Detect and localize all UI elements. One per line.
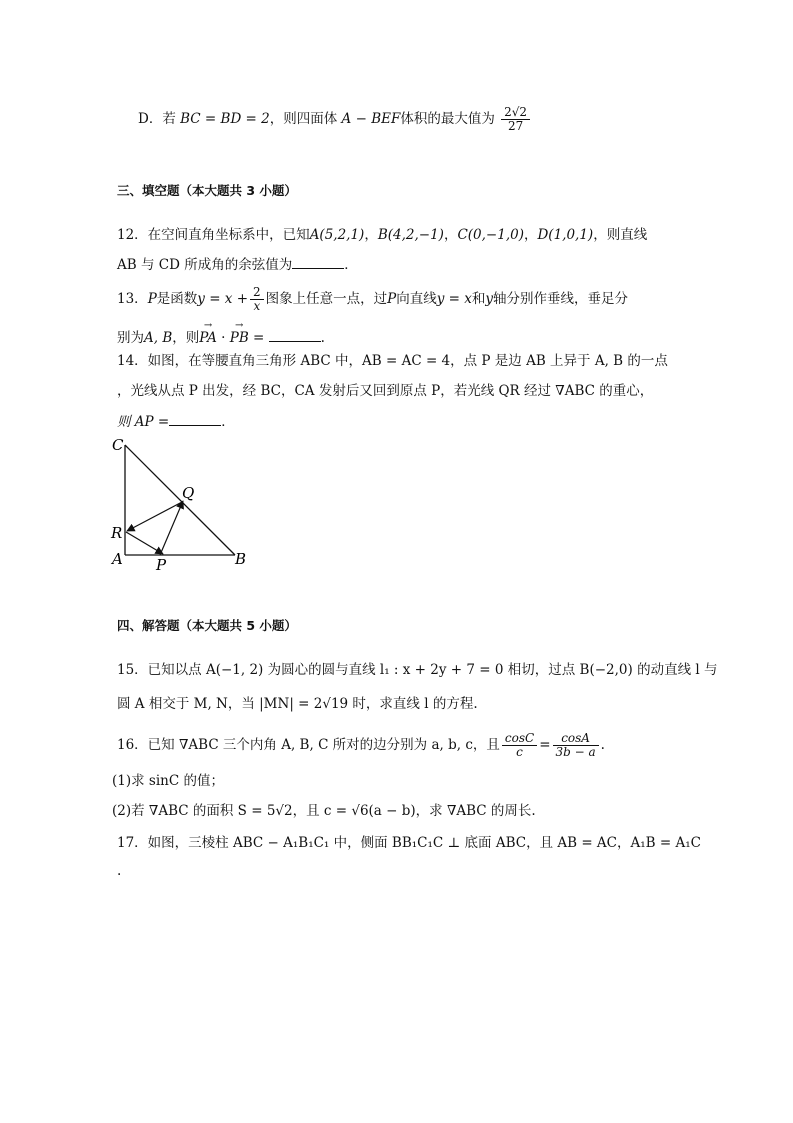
question-15-line-1: 15．已知以点 A(−1, 2) 为圆心的圆与直线 l₁ : x + 2y + 7 = 0 相切，过点 B(−2,0) 的动直线 l 与 — [117, 662, 718, 678]
triangle-figure — [108, 432, 268, 572]
question-13-line-2: 别为A, B，则→ PA · → PB = . — [117, 327, 325, 348]
question-13-line-1: 13．P是函数y = x + $\frac{2}{x}$ 图象上任意一点，过P向直线y = x和y轴分别作垂线，垂足分 — [117, 285, 629, 313]
question-16-part-1: (1)求 sinC 的值； — [112, 773, 224, 789]
question-14-line-3: 则 AP = ． — [117, 411, 235, 432]
section-3-title: 三、填空题（本大题共 3 小题） — [117, 183, 297, 198]
label-r: R — [111, 524, 123, 542]
answer-blank[interactable] — [269, 327, 321, 342]
question-17-line-2: . — [117, 863, 122, 879]
cos-c-fraction: $\frac{\cos C}{c}$ — [502, 732, 537, 759]
question-15-line-2: 圆 A 相交于 M, N，当 |MN| = 2√19 时，求直线 l 的方程. — [117, 696, 478, 712]
function-fraction: $\frac{2}{x}$ — [250, 286, 264, 313]
max-volume-fraction: $\frac{2√2}{27}$ — [501, 106, 530, 133]
ray-q-to-r — [127, 502, 182, 531]
label-c: C — [112, 436, 124, 454]
label-p: P — [156, 556, 167, 572]
label-a: A — [112, 550, 123, 568]
side-bc — [125, 445, 235, 555]
cos-a-fraction: $\frac{\cos A}{3b - a}$ — [553, 732, 599, 759]
label-b: B — [235, 550, 247, 568]
question-12-line-1: 12．在空间直角坐标系中，已知A(5,2,1)，B(4,2,−1)，C(0,−1,0)，D(1,0,1)，则直线 — [117, 227, 648, 243]
option-d: D．若 BC = BD = 2，则四面体 A − BEF体积的最大值为 $\frac{2√2}{27}$ — [138, 106, 532, 133]
question-14-line-2: ，光线从点 P 出发，经 BC，CA 发射后又回到原点 P，若光线 QR 经过 ∇ABC 的重心， — [117, 383, 654, 399]
section-4-title: 四、解答题（本大题共 5 小题） — [117, 618, 297, 633]
question-17-line-1: 17．如图，三棱柱 ABC − A₁B₁C₁ 中，侧面 BB₁C₁C ⊥ 底面 ABC，且 AB = AC，A₁B = A₁C — [117, 835, 701, 851]
ray-p-to-q — [160, 501, 183, 555]
question-12-line-2: AB 与 CD 所成角的余弦值为 ． — [117, 254, 358, 275]
label-q: Q — [182, 484, 195, 502]
question-16-line-1: 16．已知 ∇ABC 三个内角 A, B, C 所对的边分别为 a, b, c，且 $\frac{\cos C}{c}$ = $\frac{\cos A}{3b - a}$ . — [117, 731, 605, 759]
question-16-part-2: (2)若 ∇ABC 的面积 S = 5√2，且 c = √6(a − b)，求 ∇ABC 的周长. — [112, 803, 536, 819]
answer-blank[interactable] — [292, 254, 344, 269]
question-14-line-1: 14．如图，在等腰直角三角形 ABC 中，AB = AC = 4，点 P 是边 AB 上异于 A, B 的一点 — [117, 353, 668, 369]
ray-r-to-p — [126, 532, 163, 554]
answer-blank[interactable] — [169, 411, 221, 426]
